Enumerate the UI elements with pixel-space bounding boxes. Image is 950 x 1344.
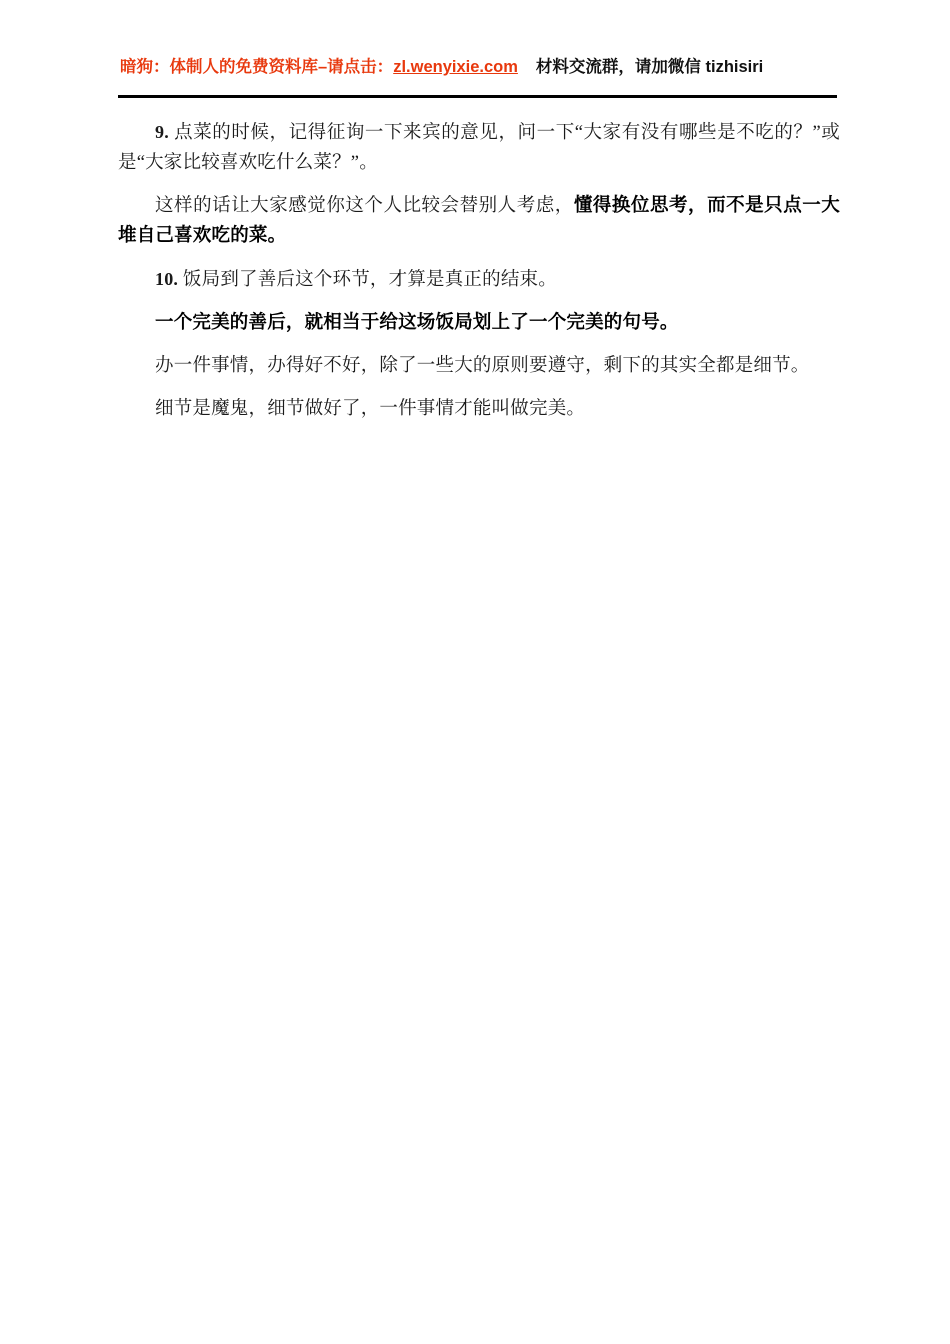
list-number-9: 9. [155,122,169,142]
header-divider [118,95,837,98]
paragraph-item-9 [118,118,840,179]
promo-click-text: –请点击： [318,58,394,76]
promo-group-text: 材料交流群，请加微信 tizhisiri [535,58,764,76]
paragraph-item-10 [118,265,840,296]
paragraph-item-10-text: 饭局到了善后这个环节，才算是真正的结束。 [178,269,557,290]
promo-label: 暗狗： [120,58,170,76]
paragraph-item-10-bold-text: 一个完美的善后，就相当于给这场饭局划上了一个完美的句号。 [155,312,679,333]
paragraph-details: 办一件事情，办得好不好，除了一些大的原则要遵守，剩下的其实全都是细节。 [155,355,810,376]
list-number-10: 10. [155,268,179,289]
promo-header [120,58,835,98]
promo-header-text [120,58,835,78]
promo-link[interactable]: zl.wenyixie.com [393,58,518,76]
paragraph-item-9-note [118,192,840,252]
paragraph-item-9-note-plain: 这样的话让大家感觉你这个人比较会替别人考虑， [155,195,574,216]
paragraph-devil: 细节是魔鬼，细节做好了，一件事情才能叫做完美。 [155,398,586,419]
paragraph-item-9-text: 点菜的时候，记得征询一下来宾的意见，问一下“大家有没有哪些是不吃的？”或是“大家比较喜欢吃什么菜？”。 [118,123,840,173]
document-body [118,118,840,438]
promo-title: 体制人的免费资料库 [169,58,318,76]
paragraph-item-10-bold [118,309,840,339]
paragraph-item-9-note-bold: 懂得换位思考，而不是只点一大堆自己喜欢吃的菜。 [118,195,840,246]
